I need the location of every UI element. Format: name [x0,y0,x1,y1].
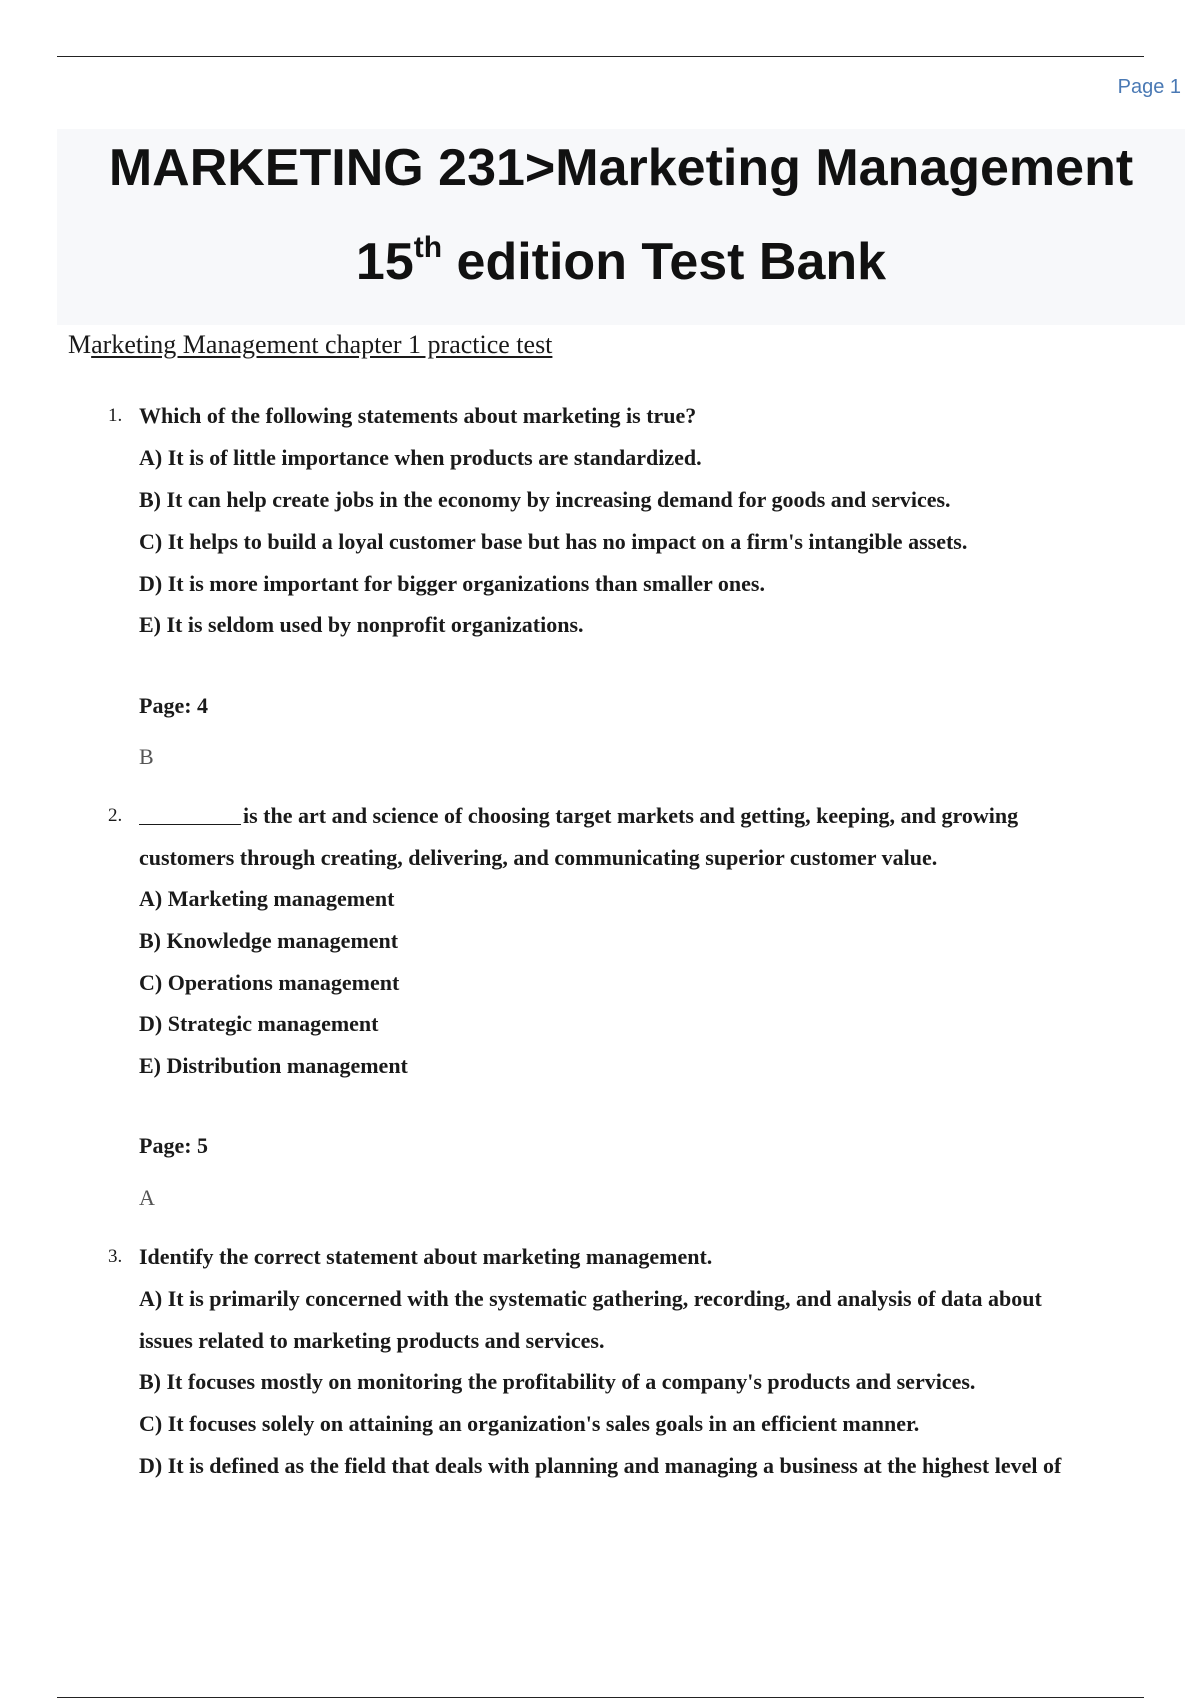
question-1-option-a: A) It is of little importance when products are standardized. [139,445,702,470]
heading-underlined-text: arketing Management chapter 1 practice test [91,330,553,359]
bottom-rule [57,1697,1144,1698]
question-2-stem-text: is the art and science of choosing target markets and getting, keeping, and growing [243,803,1019,828]
section-heading [68,330,552,360]
question-1-stem: Which of the following statements about marketing is true? [139,403,697,428]
question-2-answer: A [139,1185,155,1210]
question-3-option-c: C) It focuses solely on attaining an organization's sales goals in an efficient manner. [139,1411,920,1436]
top-rule [57,56,1144,57]
question-2-stem-line-2: customers through creating, delivering, and communicating superior customer value. [139,845,938,870]
question-2-number: 2. [108,805,123,826]
question-3-number: 3. [108,1246,123,1267]
question-2-option-c: C) Operations management [139,970,400,995]
question-1-option-c: C) It helps to build a loyal customer base but has no impact on a firm's intangible assets. [139,529,968,554]
question-1-page-ref: Page: 4 [139,693,209,718]
question-1-number: 1. [108,405,123,426]
heading-first-letter: M [68,330,92,359]
page-number: Page 1 [1117,76,1181,98]
question-2-option-b: B) Knowledge management [139,928,399,953]
question-2-page-ref: Page: 5 [139,1133,209,1158]
edition-number: 15 [355,233,414,291]
edition-suffix: th [413,231,443,264]
question-2-option-d: D) Strategic management [139,1011,379,1036]
question-1-option-d: D) It is more important for bigger organizations than smaller ones. [139,571,765,596]
question-3-option-d: D) It is defined as the field that deals with planning and managing a business at the highest level of [139,1453,1062,1478]
fill-in-blank [139,824,241,825]
question-2-option-a: A) Marketing management [139,886,395,911]
question-3-stem: Identify the correct statement about marketing management. [139,1244,713,1269]
question-3-option-a-continued: issues related to marketing products and services. [139,1328,605,1353]
question-3-option-b: B) It focuses mostly on monitoring the profitability of a company's products and services. [139,1369,976,1394]
title-banner [57,129,1185,325]
question-1-option-e: E) It is seldom used by nonprofit organizations. [139,612,584,637]
question-1-option-b: B) It can help create jobs in the economy by increasing demand for goods and services. [139,487,951,512]
question-2-option-e: E) Distribution management [139,1053,408,1078]
question-2-stem-line-1 [139,803,1018,829]
title-line-1: MARKETING 231>Marketing Management [108,139,1134,197]
title-line-2 [57,229,1185,295]
title-line-2-text: edition Test Bank [442,233,887,291]
question-3-option-a: A) It is primarily concerned with the systematic gathering, recording, and analysis of data about [139,1286,1042,1311]
question-1-answer: B [139,744,154,769]
